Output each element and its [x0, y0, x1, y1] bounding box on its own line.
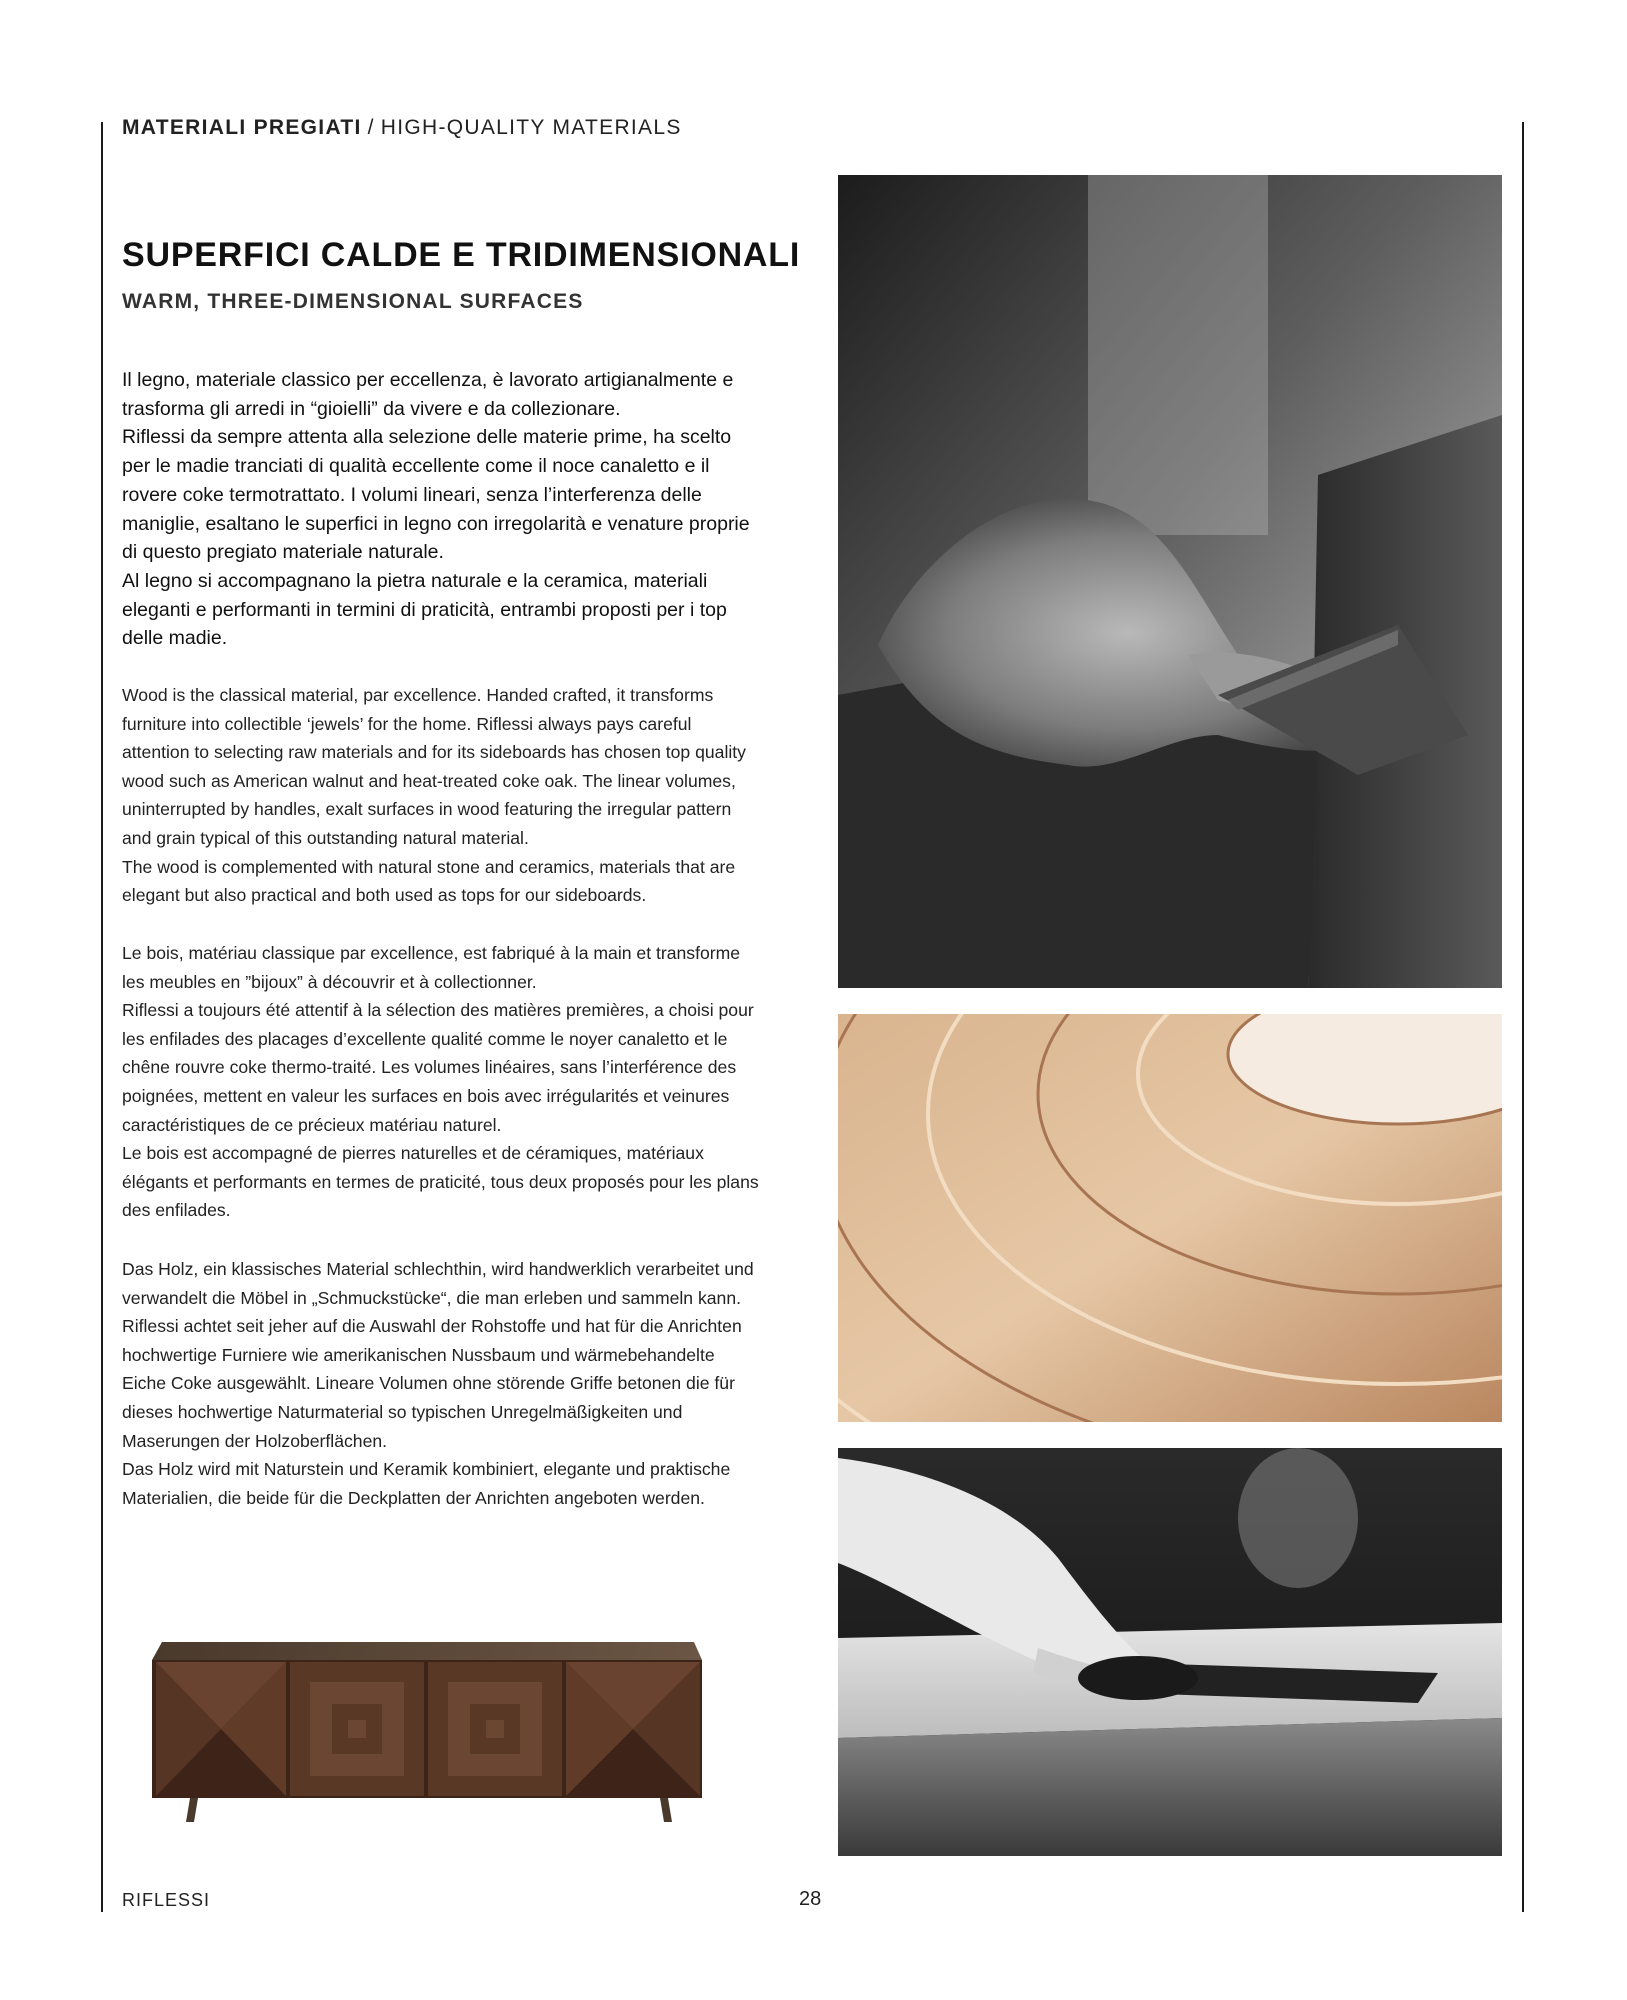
italian-paragraph: Riflessi da sempre attenta alla selezione delle materie prime, ha scelto per le madie tranciati di qualità eccellente come il noce canaletto e il rovere coke termotrattato. I volumi lineari, senza l’interferenza delle maniglie, esaltano le superfici in legno con irregolarità e venature proprie di questo pregiato materiale naturale.: [122, 426, 750, 564]
french-paragraph: Le bois est accompagné de pierres naturelles et de céramiques, matériaux élégants et performants en termes de praticité, tous deux proposés pour les plans des enfilades.: [122, 1143, 759, 1221]
photo-hand-sanding: [838, 175, 1502, 988]
article-subtitle: WARM, THREE-DIMENSIONAL SURFACES: [122, 290, 584, 313]
english-paragraph: The wood is complemented with natural stone and ceramics, materials that are elegant but also practical and both used as tops for our sideboards.: [122, 856, 736, 906]
italian-text: [122, 366, 762, 653]
photo-gloved-hand: [838, 1448, 1502, 1856]
section-title-italian: MATERIALI PREGIATI: [122, 116, 362, 139]
section-header: [122, 116, 682, 140]
german-paragraph: Das Holz wird mit Naturstein und Keramik kombiniert, elegante und praktische Materialien, die beide für die Deckplatten der Anrichten angeboten werden.: [122, 1459, 731, 1508]
german-paragraph: Das Holz, ein klassisches Material schlechthin, wird handwerklich verarbeitet und verwandelt die Möbel in „Schmuckstücke“, die man erleben und sammeln kann. Riflessi achtet seit jeher auf die Auswahl der Rohstoffe und hat für die Anrichten hochwertige Furniere wie amerikanischen Nussbaum und wärmebehandelte Eiche Coke ausgewählt. Lineare Volumen ohne störende Griffe betonen die für dieses hochwertige Naturmaterial so typischen Unregelmäßigkeiten und Maserungen der Holzoberflächen.: [122, 1259, 754, 1451]
french-paragraph: Le bois, matériau classique par excellence, est fabriqué à la main et transforme les meubles en ”bijoux” à découvrir et à collectionner.: [122, 943, 741, 992]
page-number: 28: [799, 1888, 822, 1910]
sideboard-illustration: [150, 1640, 710, 1825]
section-title-english: HIGH-QUALITY MATERIALS: [380, 116, 682, 139]
german-text: [122, 1255, 762, 1512]
right-margin-rule: [1522, 122, 1524, 1912]
french-paragraph: Riflessi a toujours été attentif à la sélection des matières premières, a choisi pour les enfilades des placages d’excellente qualité comme le noyer canaletto et le chêne rouvre coke thermo-traité. Les volumes linéaires, sans l’interférence des poignées, mettent en valeur les surfaces en bois avec irrégularités et veinures caractéristiques de ce précieux matériau naturel.: [122, 1000, 754, 1135]
photo-veneer-rolls: [838, 1014, 1502, 1422]
left-margin-rule: [101, 122, 103, 1912]
english-paragraph: Wood is the classical material, par excellence. Handed crafted, it transforms furniture into collectible ‘jewels’ for the home. Riflessi always pays careful attention to selecting raw materials and for its sideboards has chosen top quality wood such as American walnut and heat-treated coke oak. The linear volumes, uninterrupted by handles, exalt surfaces in wood featuring the irregular pattern and grain typical of this outstanding natural material.: [122, 685, 746, 848]
italian-paragraph: Il legno, materiale classico per eccellenza, è lavorato artigianalmente e trasforma gli arredi in “gioielli” da vivere e da collezionare.: [122, 369, 734, 420]
italian-paragraph: Al legno si accompagnano la pietra naturale e la ceramica, materiali eleganti e performanti in termini di praticità, entrambi proposti per i top delle madie.: [122, 569, 727, 650]
section-separator: /: [367, 116, 375, 139]
footer-brand: RIFLESSI: [122, 1890, 211, 1910]
french-text: [122, 939, 762, 1225]
english-text: [122, 681, 762, 910]
article-title: SUPERFICI CALDE E TRIDIMENSIONALI: [122, 236, 801, 274]
